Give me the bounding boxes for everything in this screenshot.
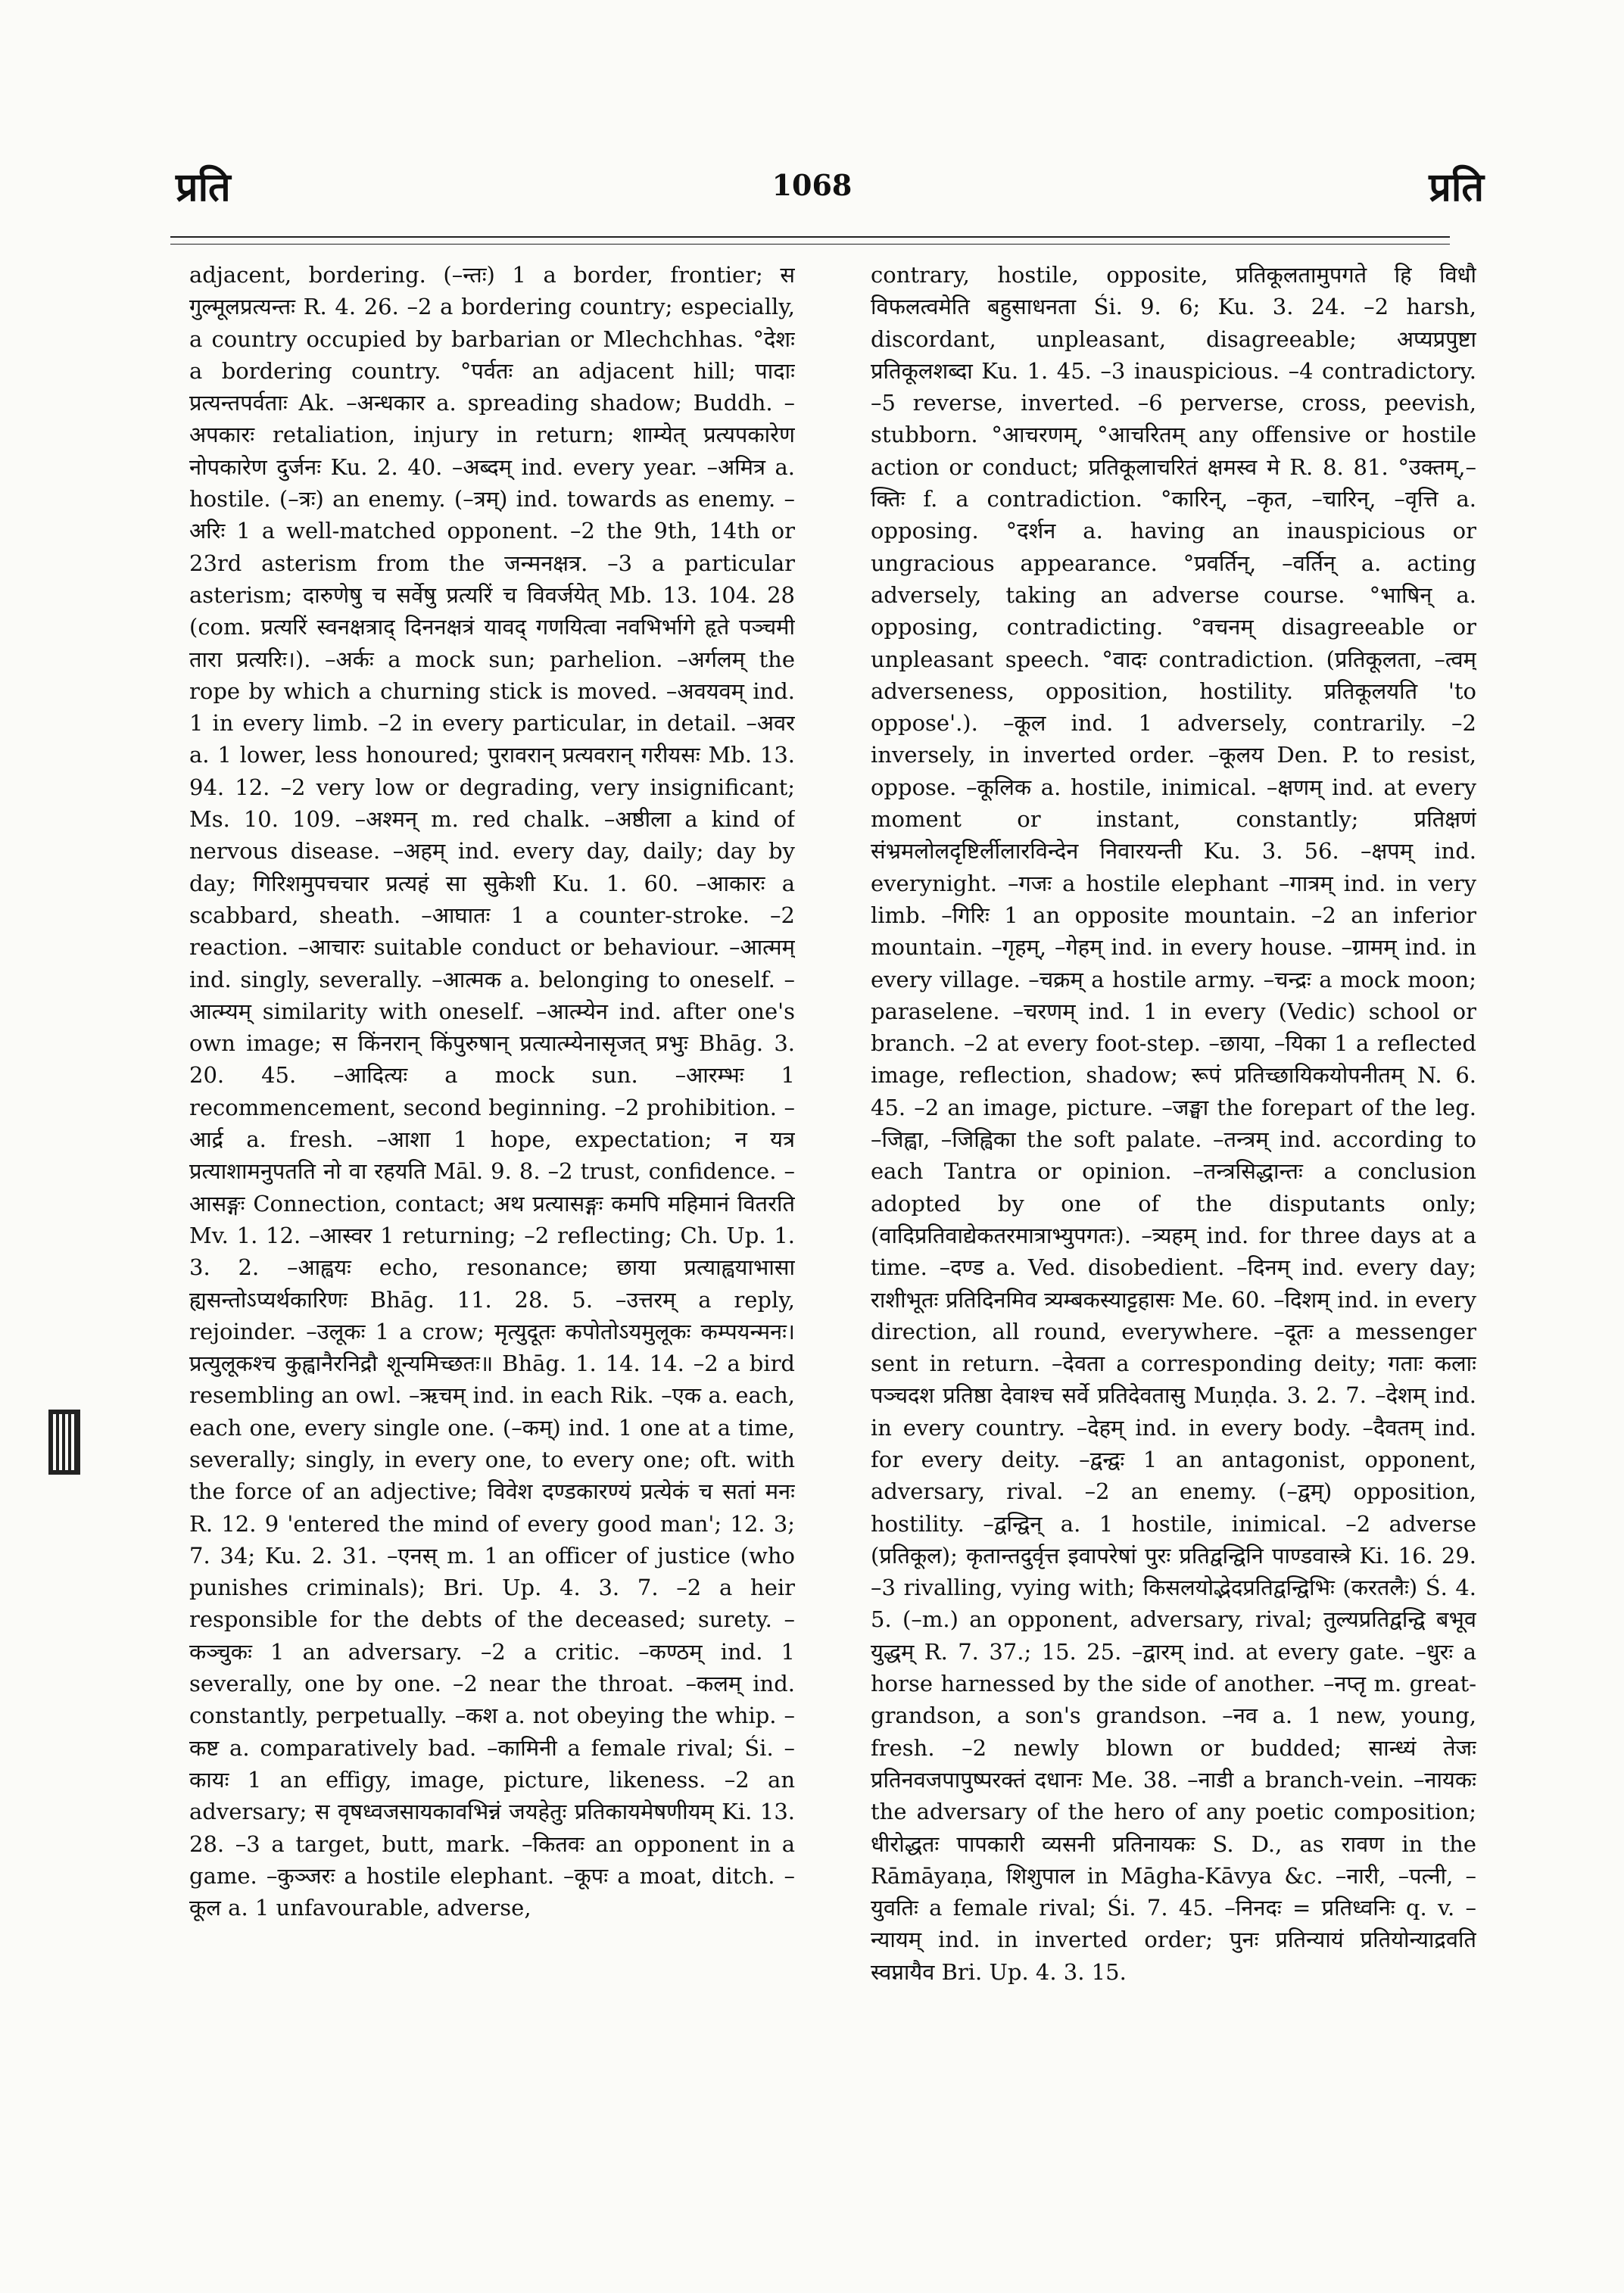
thumb-index-mark [47, 1408, 82, 1476]
header-right-word: प्रति [1429, 164, 1484, 210]
left-column-text: adjacent, bordering. (–न्तः) 1 a border, frontier; स गुल्मूलप्रत्यन्तः R. 4. 26. –2 a bordering country; especially, a country occupied by barbarian or Mlechchhas. °देशः a bordering country. °पर्वतः an adjacent hill; पादाः प्रत्यन्तपर्वताः Ak. –अन्धकार a. spreading shadow; Buddh. –अपकारः retaliation, injury in return; शाम्येत् प्रत्यपकारेण नोपकारेण दुर्जनः Ku. 2. 40. –अब्दम् ind. every year. –अमित्र a. hostile. (–त्रः) an enemy. (–त्रम्) ind. towards as enemy. –अरिः 1 a well-matched opponent. –2 the 9th, 14th or 23rd asterism from the जन्मनक्षत्र. –3 a particular asterism; दारुणेषु च सर्वेषु प्रत्यरिं च विवर्जयेत् Mb. 13. 104. 28 (com. प्रत्यरिं स्वनक्षत्राद् दिननक्षत्रं यावद् गणयित्वा नवभिर्भागे हृते पञ्चमी तारा प्रत्यरिः।). –अर्कः a mock sun; parhelion. –अर्गलम् the rope by which a churning stick is moved. –अवयवम् ind. 1 in every limb. –2 in every particular, in detail. –अवर a. 1 lower, less honoured; पुरावरान् प्रत्यवरान् गरीयसः Mb. 13. 94. 12. –2 very low or degrading, very insignificant; Ms. 10. 109. –अश्मन् m. red chalk. –अष्ठीला a kind of nervous disease. –अहम् ind. every day, daily; day by day; गिरिशमुपचचार प्रत्यहं सा सुकेशी Ku. 1. 60. –आकारः a scabbard, sheath. –आघातः 1 a counter-stroke. –2 reaction. –आचारः suitable conduct or behaviour. –आत्मम् ind. singly, severally. –आत्मक a. belonging to oneself. –आत्म्यम् similarity with oneself. –आत्म्येन ind. after one's own image; स किंनरान् किंपुरुषान् प्रत्यात्म्येनासृजत् प्रभुः Bhāg. 3. 20. 45. –आदित्यः a mock sun. –आरम्भः 1 recommencement, second beginning. –2 prohibition. –आर्द्र a. fresh. –आशा 1 hope, expectation; न यत्र प्रत्याशामनुपतति नो वा रहयति Māl. 9. 8. –2 trust, confidence. –आसङ्गः Connection, contact; अथ प्रत्यासङ्गः कमपि महिमानं वितरति Mv. 1. 12. –आस्वर 1 returning; –2 reflecting; Ch. Up. 1. 3. 2. –आह्वयः echo, resonance; छाया प्रत्याह्वयाभासा ह्यसन्तोऽप्यर्थकारिणः Bhāg. 11. 28. 5. –उत्तरम् a reply, rejoinder. –उलूकः 1 a crow; मृत्युदूतः कपोतोऽयमुलूकः कम्पयन्मनः। प्रत्युलूकश्च कुह्वानैरनिद्रौ शून्यमिच्छतः॥ Bhāg. 1. 14. 14. –2 a bird resembling an owl. –ऋचम् ind. in each Rik. –एक a. each, each one, every single one. (–कम्) ind. 1 one at a time, severally; singly, in every one, to every one; oft. with the force of an adjective; विवेश दण्डकारण्यं प्रत्येकं च सतां मनः R. 12. 9 'entered the mind of every good man'; 12. 3; 7. 34; Ku. 2. 31. –एनस् m. 1 an officer of justice (who punishes criminals); Bri. Up. 4. 3. 7. –2 a heir responsible for the debts of the deceased; surety. –कञ्चुकः 1 an adversary. –2 a critic. –कण्ठम् ind. 1 severally, one by one. –2 near the throat. –कलम् ind. constantly, perpetually. –कश a. not obeying the whip. –कष्ट a. comparatively bad. –कामिनी a female rival; Śi. –कायः 1 an effigy, image, picture, likeness. –2 an adversary; स वृषध्वजसायकावभिन्नं जयहेतुः प्रतिकायमेषणीयम् Ki. 13. 28. –3 a target, butt, mark. –कितवः an opponent in a game. –कुञ्जरः a hostile elephant. –कूपः a moat, ditch. –कूल a. 1 unfavourable, adverse, [189, 262, 795, 1921]
left-column [189, 259, 795, 2257]
right-column-text: contrary, hostile, opposite, प्रतिकूलतामुपगते हि विधौ विफलत्वमेति बहुसाधनता Śi. 9. 6; Ku. 3. 24. –2 harsh, discordant, unpleasant, disagreeable; अप्यप्रपुष्टा प्रतिकूलशब्दा Ku. 1. 45. –3 inauspicious. –4 contradictory. –5 reverse, inverted. –6 perverse, cross, peevish, stubborn. °आचरणम्, °आचरितम् any offensive or hostile action or conduct; प्रतिकूलाचरितं क्षमस्व मे R. 8. 81. °उक्तम्,–क्तिः f. a contradiction. °कारिन्, –कृत, –चारिन्, –वृत्ति a. opposing. °दर्शन a. having an inauspicious or ungracious appearance. °प्रवर्तिन्, –वर्तिन् a. acting adversely, taking an adverse course. °भाषिन् a. opposing, contradicting. °वचनम् disagreeable or unpleasant speech. °वादः contradiction. (प्रतिकूलता, –त्वम् adverseness, opposition, hostility. प्रतिकूलयति 'to oppose'.). –कूल ind. 1 adversely, contrarily. –2 inversely, in inverted order. –कूलय Den. P. to resist, oppose. –कूलिक a. hostile, inimical. –क्षणम् ind. at every moment or instant, constantly; प्रतिक्षणं संभ्रमलोलदृष्टिर्लीलारविन्देन निवारयन्ती Ku. 3. 56. –क्षपम् ind. everynight. –गजः a hostile elephant –गात्रम् ind. in very limb. –गिरिः 1 an opposite mountain. –2 an inferior mountain. –गृहम्, –गेहम् ind. in every house. –ग्रामम् ind. in every village. –चक्रम् a hostile army. –चन्द्रः a mock moon; paraselene. –चरणम् ind. 1 in every (Vedic) school or branch. –2 at every foot-step. –छाया, –यिका 1 a reflected image, reflection, shadow; रूपं प्रतिच्छायिकयोपनीतम् N. 6. 45. –2 an image, picture. –जङ्घा the forepart of the leg. –जिह्वा, –जिह्विका the soft palate. –तन्त्रम् ind. according to each Tantra or opinion. –तन्त्रसिद्धान्तः a conclusion adopted by one of the disputants only; (वादिप्रतिवाद्येकतरमात्राभ्युपगतः). –त्र्यहम् ind. for three days at a time. –दण्ड a. Ved. disobedient. –दिनम् ind. every day; राशीभूतः प्रतिदिनमिव त्र्यम्बकस्याट्टहासः Me. 60. –दिशम् ind. in every direction, all round, everywhere. –दूतः a messenger sent in return. –देवता a corresponding deity; गताः कलाः पञ्चदश प्रतिष्ठा देवाश्च सर्वे प्रतिदेवतासु Muṇḍa. 3. 2. 7. –देशम् ind. in every country. –देहम् ind. in every body. –दैवतम् ind. for every deity. –द्वन्द्वः 1 an antagonist, opponent, adversary, rival. –2 an enemy. (–द्वम्) opposition, hostility. –द्वन्द्विन् a. 1 hostile, inimical. –2 adverse (प्रतिकूल); कृतान्तदुर्वृत्त इवापरेषां पुरः प्रतिद्वन्द्विनि पाण्डवास्त्रे Ki. 16. 29. –3 rivalling, vying with; किसलयोद्भेदप्रतिद्वन्द्विभिः (करतलैः) Ś. 4. 5. (–m.) an opponent, adversary, rival; तुल्यप्रतिद्वन्द्वि बभूव युद्धम् R. 7. 37.; 15. 25. –द्वारम् ind. at every gate. –धुरः a horse harnessed by the side of another. –नप्तृ m. great-grandson, a son's grandson. –नव a. 1 new, young, fresh. –2 newly blown or budded; सान्ध्यं तेजः प्रतिनवजपापुष्परक्तं दधानः Me. 38. –नाडी a branch-vein. –नायकः the adversary of the hero of any poetic composition; धीरोद्धतः पापकारी व्यसनी प्रतिनायकः S. D., as रावण in the Rāmāyaṇa, शिशुपाल in Māgha-Kāvya &c. –नारी, –पत्नी, –युवतिः a female rival; Śi. 7. 45. –निनदः = प्रतिध्वनिः q. v. –न्यायम् ind. in inverted order; पुनः प्रतिन्यायं प्रतियोन्याद्रवति स्वप्नायैव Bri. Up. 4. 3. 15. [871, 262, 1476, 1985]
page-number: 1068 [771, 168, 853, 202]
header-left-word: प्रति [176, 164, 231, 210]
header-rule [170, 236, 1450, 238]
header-rule-thin [170, 244, 1450, 245]
right-column [871, 259, 1476, 2257]
